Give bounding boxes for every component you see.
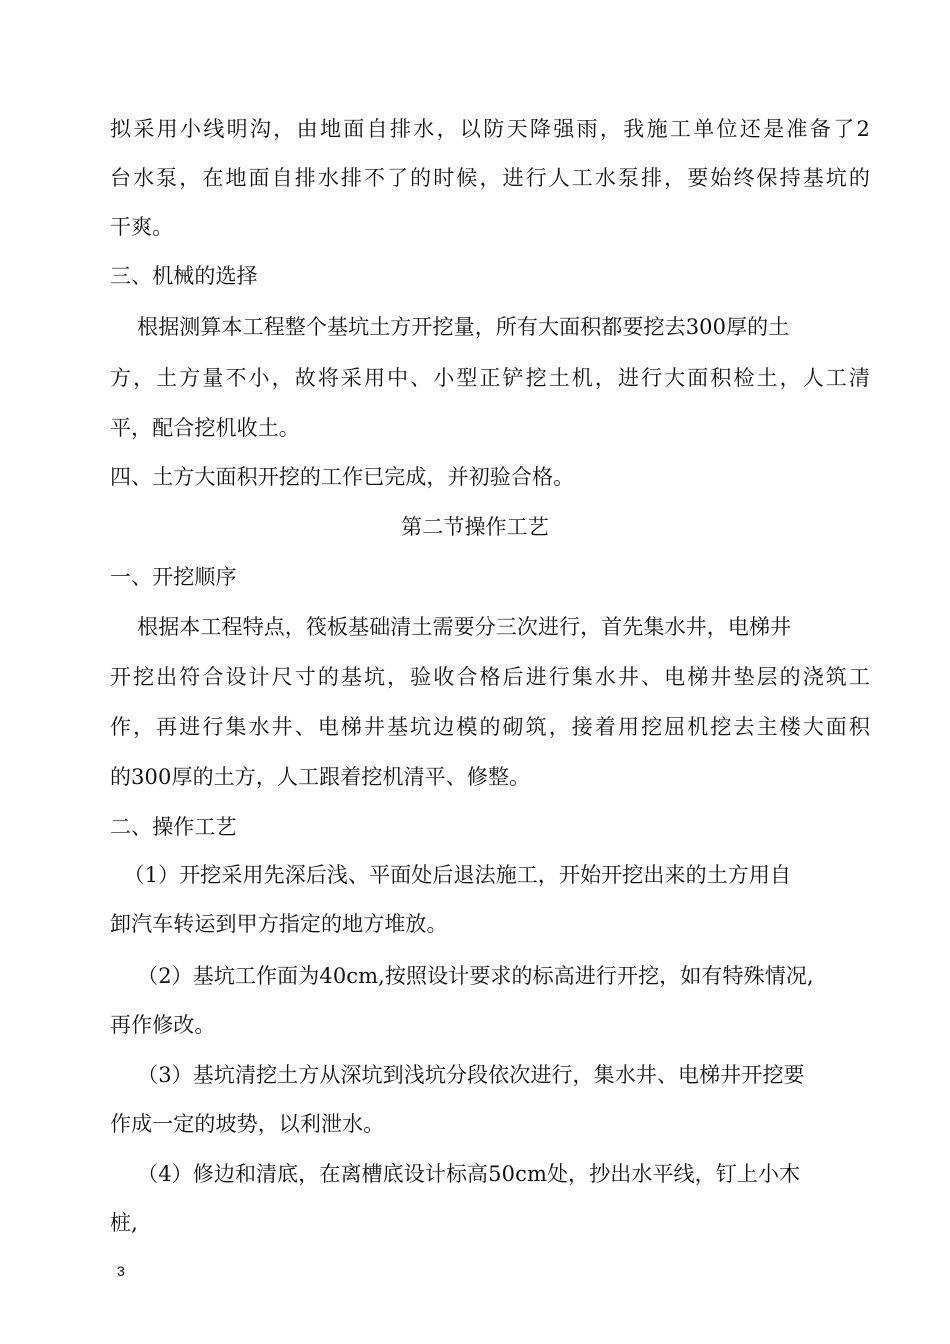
paragraph-sequence-line-2: 开挖出符合设计尺寸的基坑，验收合格后进行集水井、电梯井垫层的浇筑工 <box>110 665 870 689</box>
paragraph-machinery-line-1: 根据测算本工程整个基坑土方开挖量，所有大面积都要挖去300厚的土 <box>110 315 790 339</box>
step-2-line-2: 再作修改。 <box>110 1013 216 1037</box>
step-1-line-2: 卸汽车转运到甲方指定的地方堆放。 <box>110 912 448 936</box>
step-1-line-1: （1）开挖采用先深后浅、平面处后退法施工，开始开挖出来的土方用自 <box>110 863 792 887</box>
page-number: 3 <box>117 1263 125 1279</box>
paragraph-drainage-line-3: 干爽。 <box>110 215 174 239</box>
step-4-line-2: 桩, <box>110 1211 138 1235</box>
heading-excavation-sequence: 一、开挖顺序 <box>110 565 237 589</box>
paragraph-machinery-line-2: 方，土方量不小，故将采用中、小型正铲挖土机，进行大面积检土，人工清 <box>110 366 870 390</box>
paragraph-drainage-line-2: 台水泵，在地面自排水排不了的时候，进行人工水泵排，要始终保持基坑的 <box>110 166 870 190</box>
paragraph-sequence-line-1: 根据本工程特点，筏板基础清土需要分三次进行，首先集水井，电梯井 <box>110 615 792 639</box>
section-title: 第二节操作工艺 <box>401 515 549 539</box>
paragraph-sequence-line-3: 作，再进行集水井、电梯井基坑边模的砌筑，接着用挖屈机挖去主楼大面积 <box>110 715 870 739</box>
heading-machinery-selection: 三、机械的选择 <box>110 264 258 288</box>
step-3-line-2: 作成一定的坡势，以利泄水。 <box>110 1112 385 1136</box>
paragraph-drainage-line-1: 拟采用小线明沟，由地面自排水，以防天降强雨，我施工单位还是准备了2 <box>110 117 870 141</box>
step-4-line-1: （4）修边和清底，在离槽底设计标高50cm处，抄出水平线，钉上小木 <box>110 1162 801 1186</box>
paragraph-sequence-line-4: 的300厚的土方，人工跟着挖机清平、修整。 <box>110 765 531 789</box>
step-2-line-1: （2）基坑工作面为40cm,按照设计要求的标高进行开挖，如有特殊情况, <box>110 964 814 988</box>
heading-operation-process: 二、操作工艺 <box>110 815 237 839</box>
paragraph-machinery-line-3: 平，配合挖机收土。 <box>110 416 300 440</box>
heading-earthwork-completed: 四、土方大面积开挖的工作已完成，并初验合格。 <box>110 465 575 489</box>
step-3-line-1: （3）基坑清挖土方从深坑到浅坑分段依次进行，集水井、电梯井开挖要 <box>110 1063 805 1087</box>
